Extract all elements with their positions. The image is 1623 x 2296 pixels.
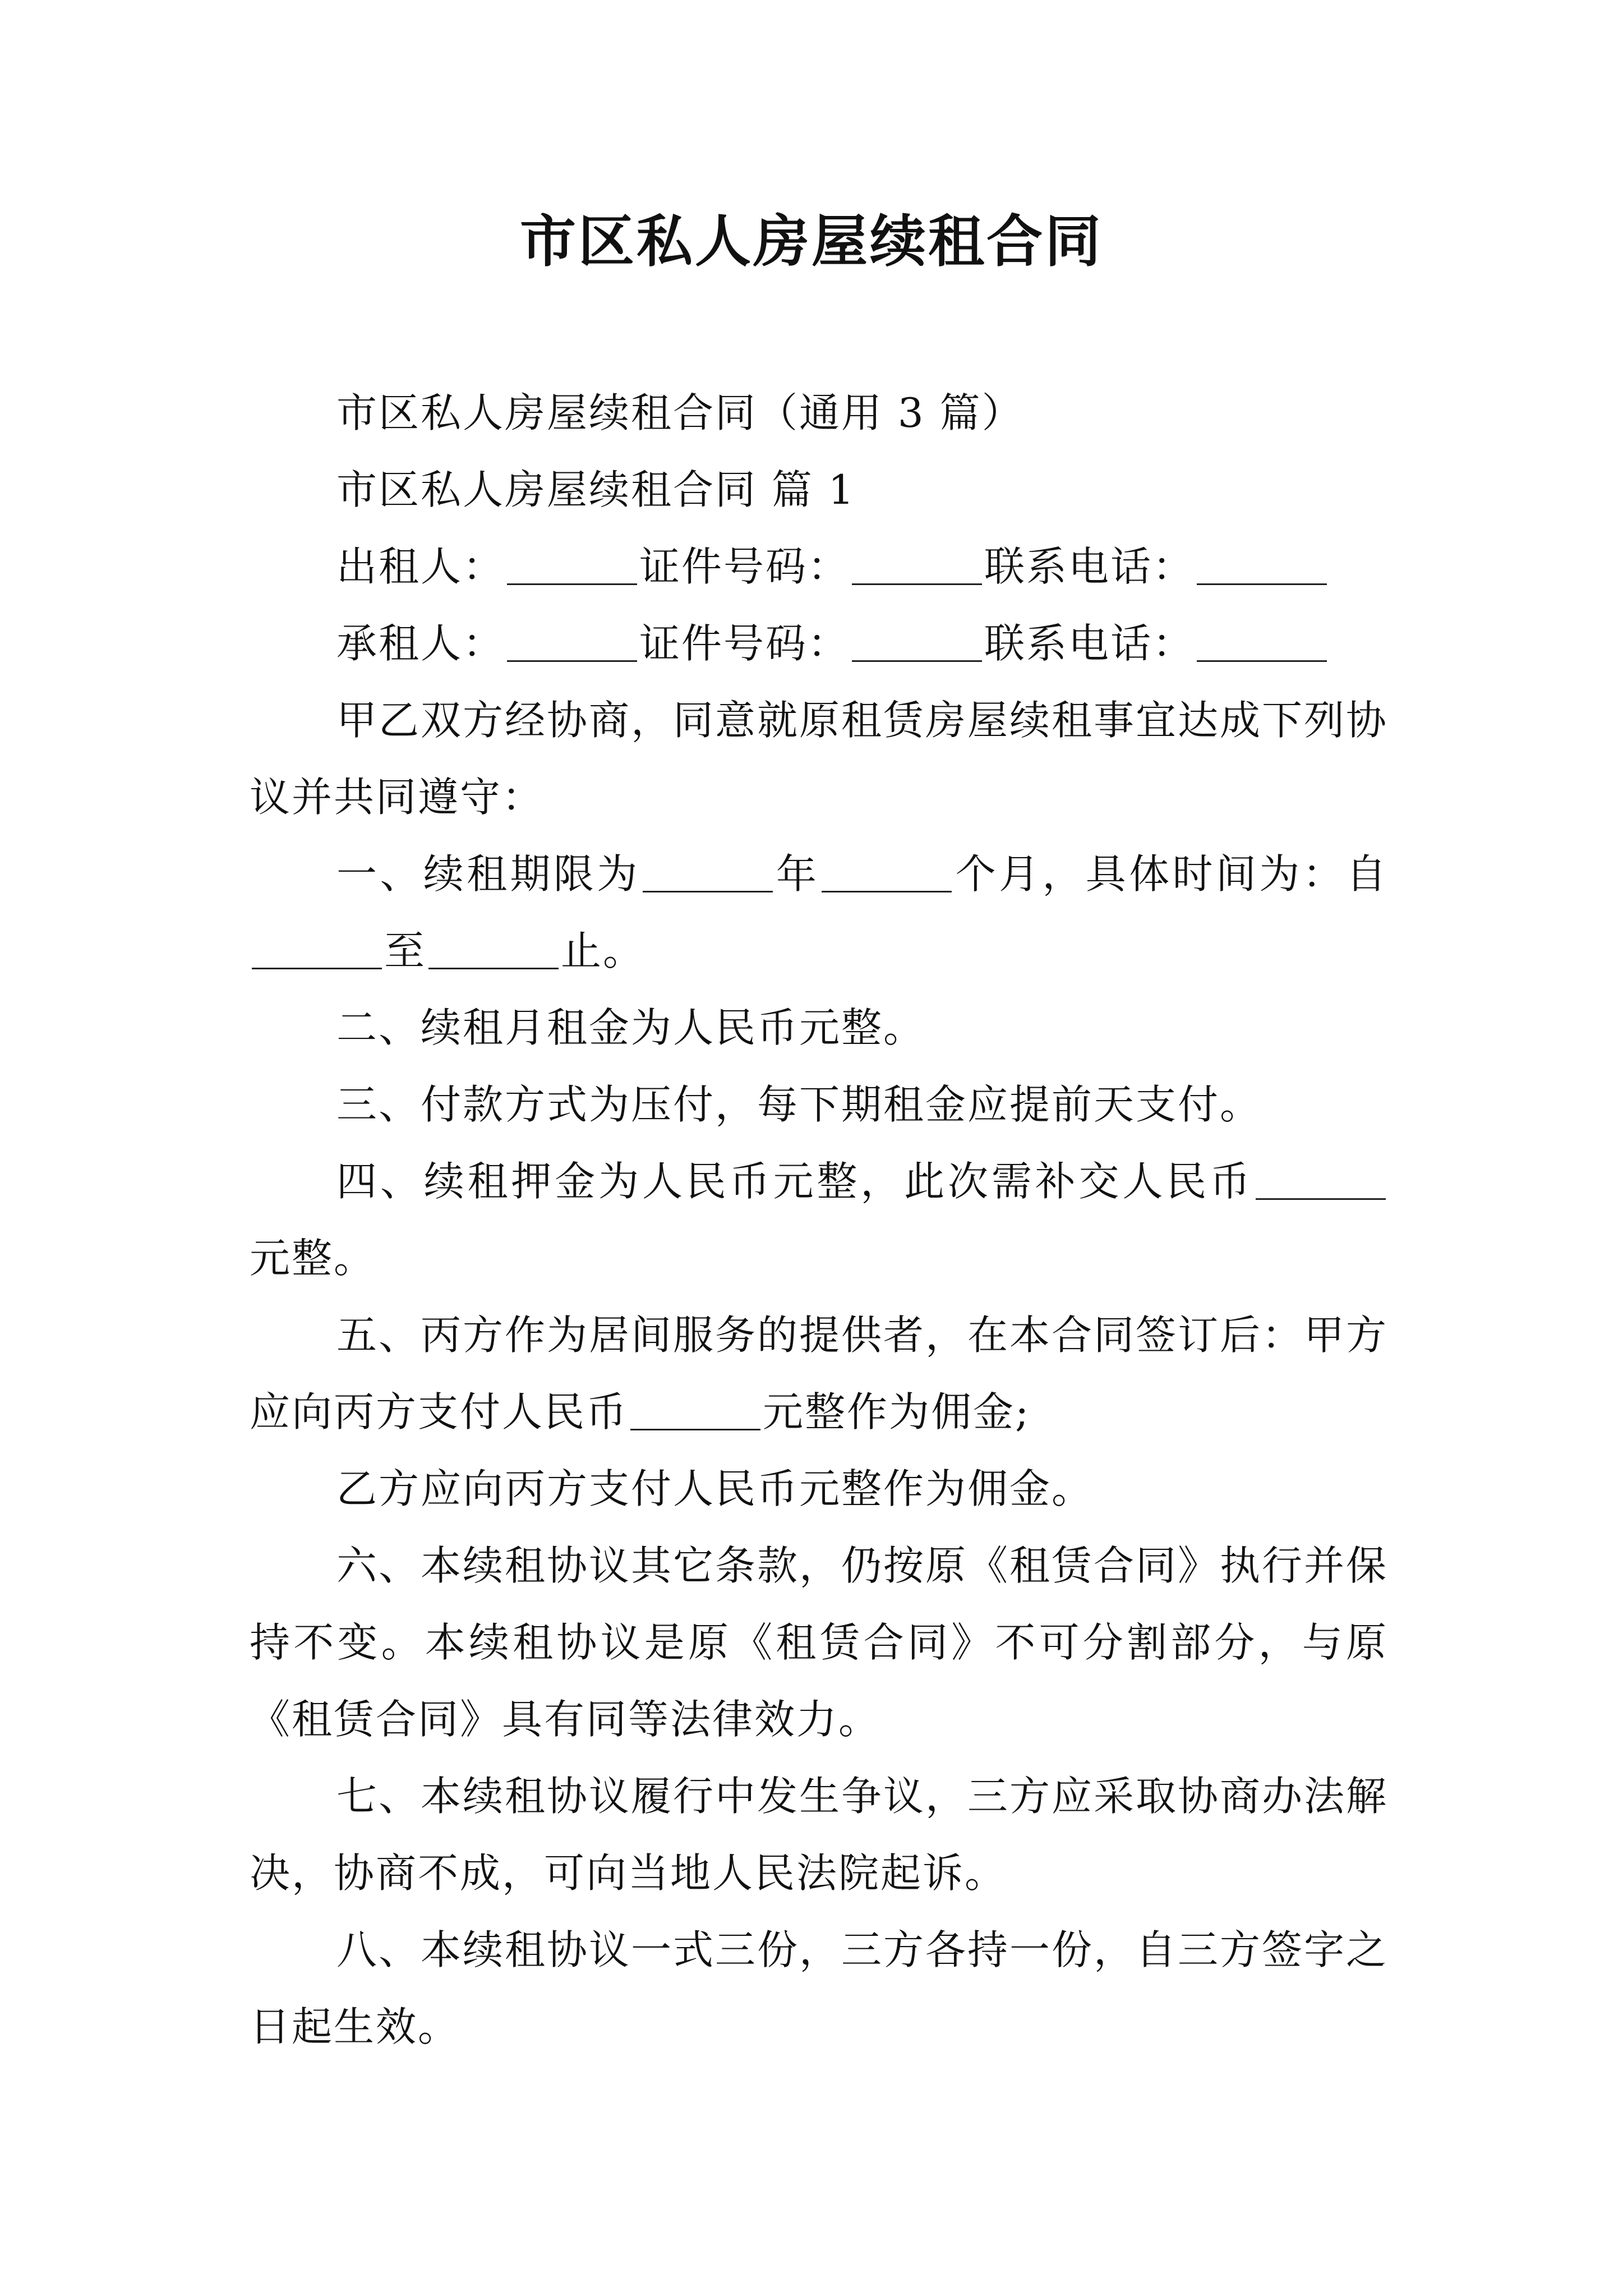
clause-3: 三、付款方式为压付，每下期租金应提前天支付。	[336, 1081, 1262, 1128]
start-date-blank	[252, 927, 382, 969]
clause-1-d: 至	[384, 927, 427, 974]
end-date-blank	[428, 927, 559, 969]
lessee-phone-label: 联系电话：	[984, 620, 1195, 667]
term-months-blank	[822, 850, 952, 892]
subtitle: 市区私人房屋续租合同（通用 3 篇）	[336, 389, 1024, 436]
document-body	[250, 375, 1388, 2065]
lessee-id-label: 证件号码：	[639, 620, 850, 667]
lessor-phone-blank	[1197, 543, 1327, 585]
lessor-blank	[507, 543, 637, 585]
clause-1-c: 个月，具体时间为：自	[954, 850, 1388, 898]
lessor-phone-label: 联系电话：	[984, 543, 1195, 590]
clause-8: 八、本续租协议一式三份，三方各持一份，自三方签字之日起生效。	[250, 1926, 1389, 2050]
clause-6: 六、本续租协议其它条款，仍按原《租赁合同》执行并保持不变。本续租协议是原《租赁合同》不可分割部分，与原《租赁合同》具有同等法律效力。	[250, 1542, 1389, 1743]
clause-5	[250, 1297, 1388, 1451]
clause-5-continued: 乙方应向丙方支付人民币元整作为佣金。	[336, 1465, 1094, 1512]
commission-blank	[630, 1388, 760, 1430]
clause-1-a: 一、续租期限为	[336, 850, 640, 898]
lessor-line	[250, 528, 1388, 605]
deposit-supplement-blank	[1256, 1158, 1386, 1200]
clause-5-a: 五、丙方作为居间服务的提供者，在本合同签订后：甲方应向丙方支付人民币	[250, 1312, 1389, 1435]
clause-4-a: 四、续租押金为人民币元整，此次需补交人民币	[336, 1158, 1253, 1205]
lessee-blank	[507, 620, 637, 662]
clause-5-b: 元整作为佣金;	[763, 1388, 1031, 1435]
intro-paragraph: 甲乙双方经协商，同意就原租赁房屋续租事宜达成下列协议并共同遵守：	[250, 697, 1389, 821]
clause-4-b: 元整。	[250, 1235, 376, 1282]
clause-2: 二、续租月租金为人民币元整。	[336, 1004, 926, 1051]
term-years-blank	[643, 850, 773, 892]
lessee-id-blank	[852, 620, 982, 662]
lessor-id-blank	[852, 543, 982, 585]
section-heading: 市区私人房屋续租合同 篇 1	[336, 466, 856, 513]
lessee-label: 承租人：	[336, 620, 505, 667]
clause-4	[250, 1143, 1388, 1297]
lessee-line	[250, 605, 1388, 682]
clause-1-e: 止。	[561, 927, 645, 974]
lessor-label: 出租人：	[336, 543, 505, 590]
clause-1	[250, 836, 1388, 990]
lessee-phone-blank	[1197, 620, 1327, 662]
document-title: 市区私人房屋续租合同	[520, 208, 1103, 274]
clause-1-b: 年	[774, 850, 820, 898]
clause-7: 七、本续租协议履行中发生争议，三方应采取协商办法解决，协商不成，可向当地人民法院起诉。	[250, 1773, 1389, 1897]
lessor-id-label: 证件号码：	[639, 543, 850, 590]
